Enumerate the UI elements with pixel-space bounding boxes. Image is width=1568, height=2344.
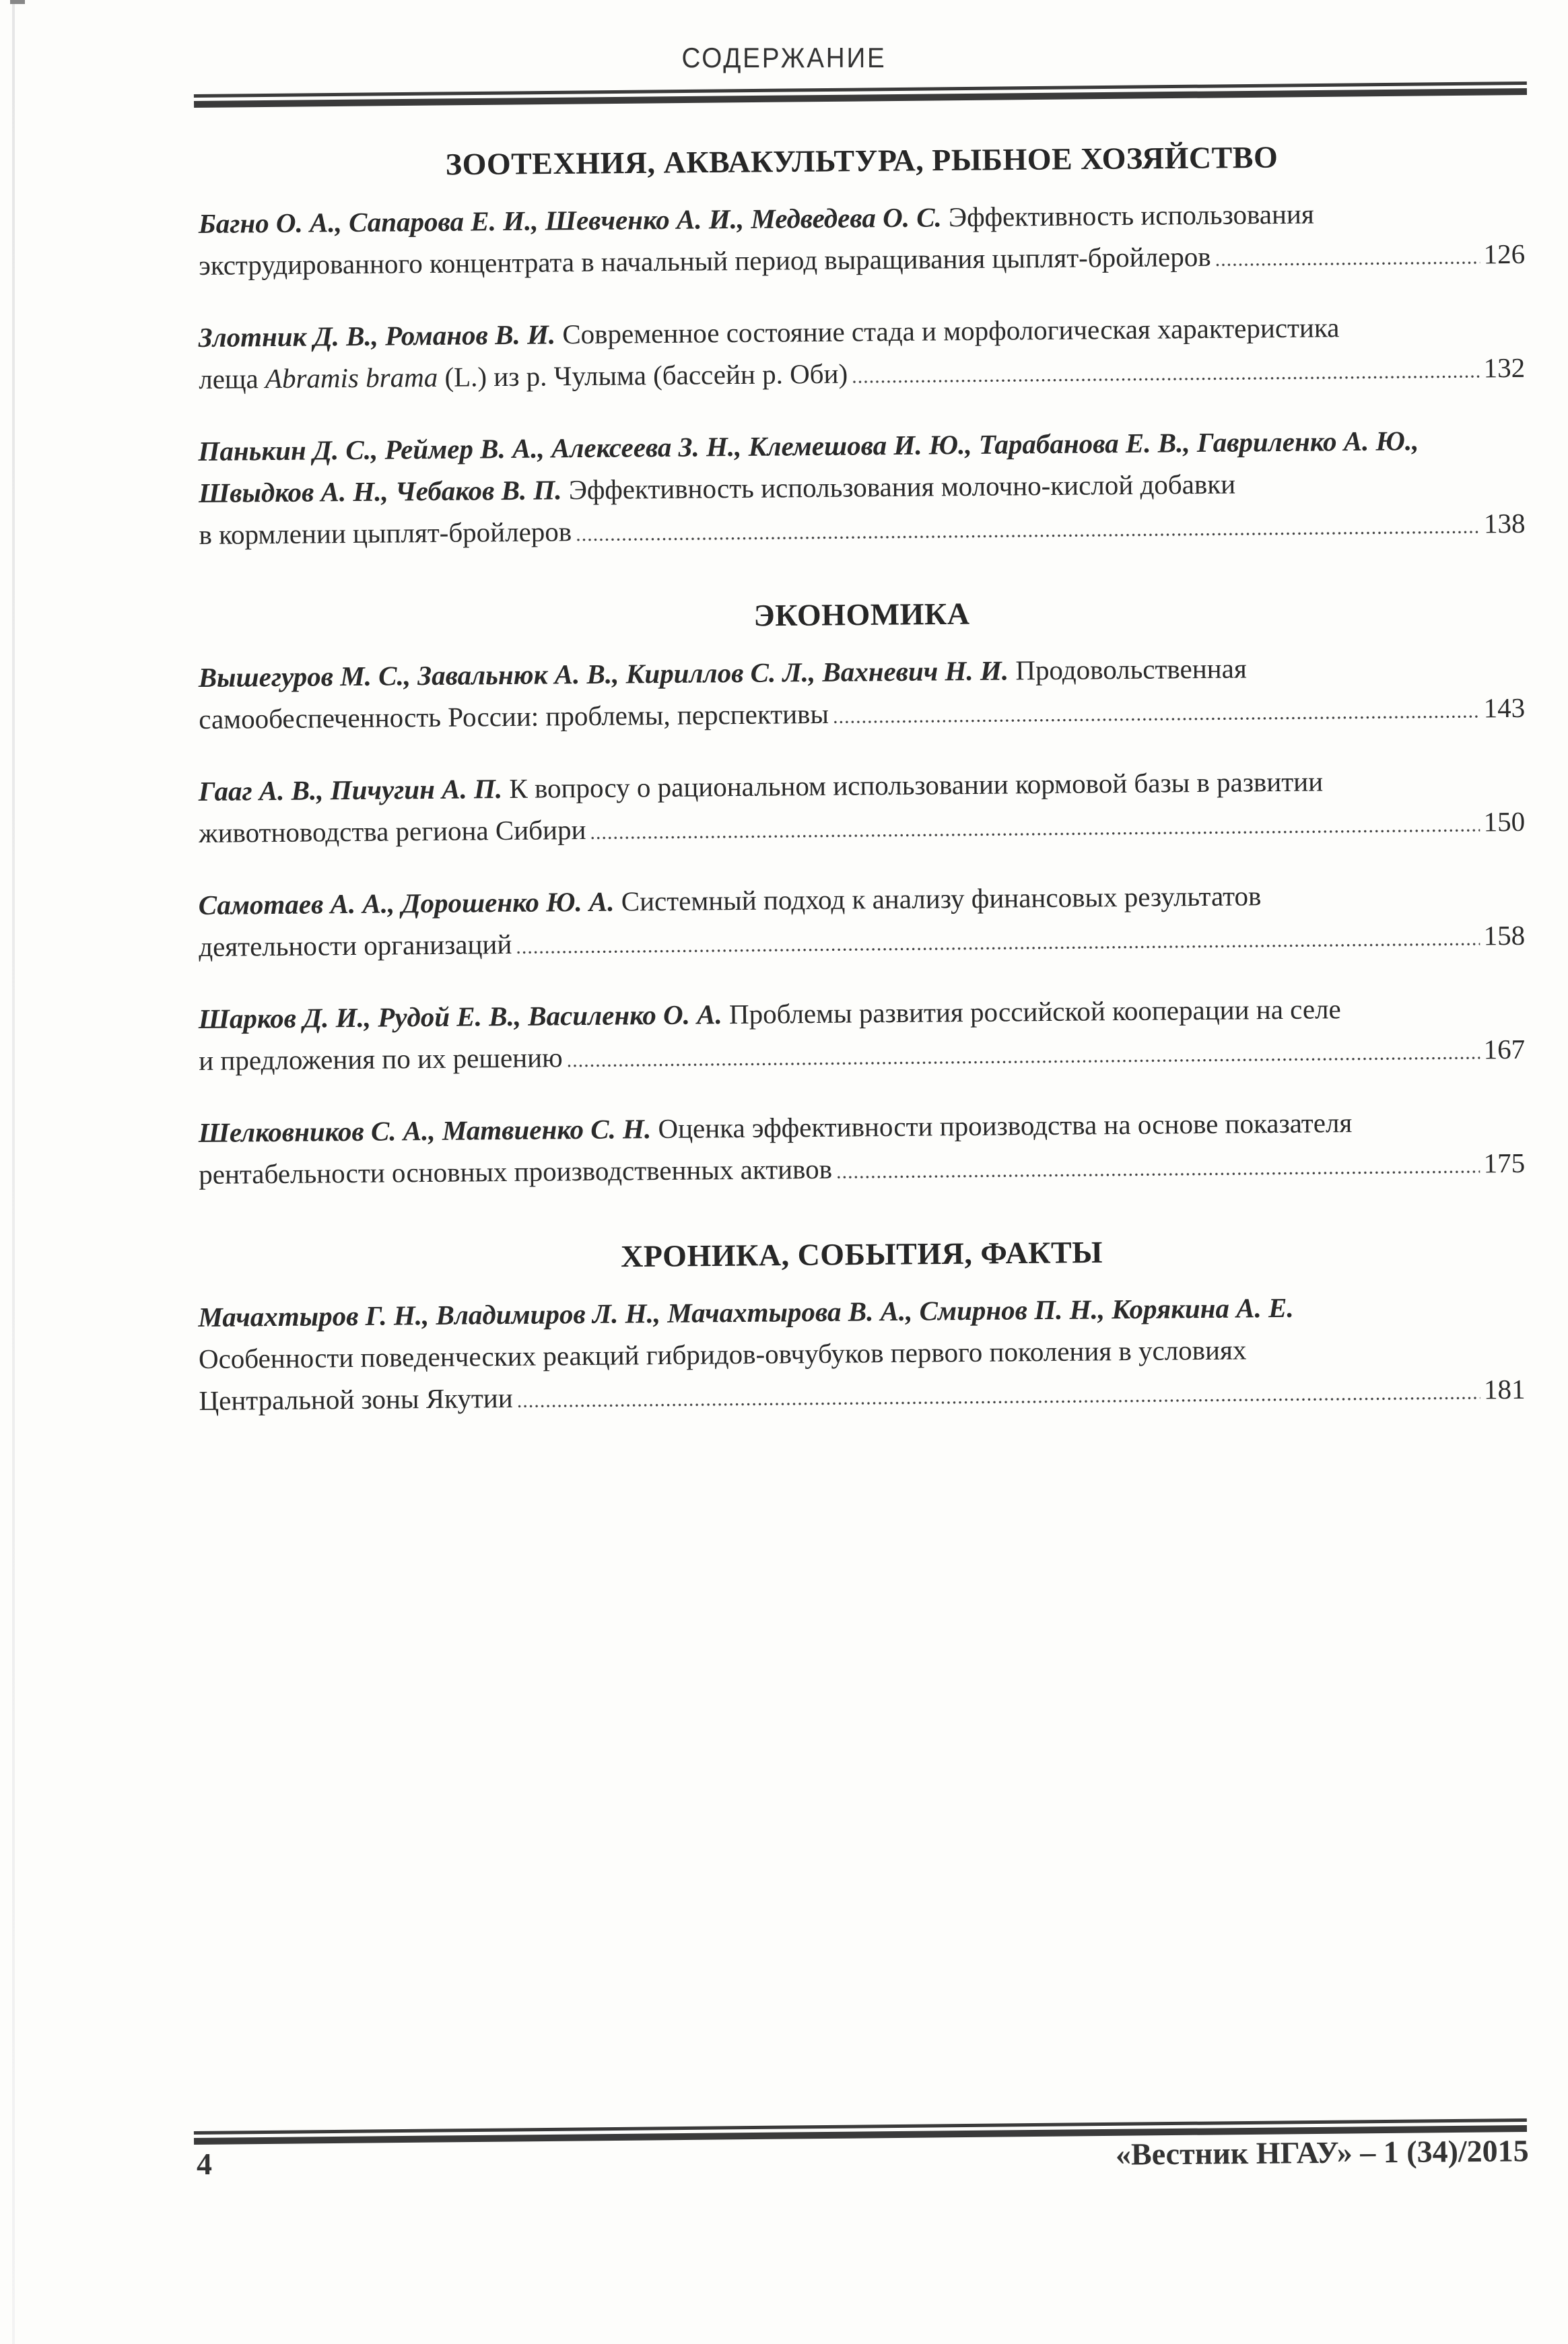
toc-entry[interactable] [198,873,1525,971]
footer-journal-title: «Вестник НГАУ» – 1 (34)/2015 [1116,2133,1530,2172]
entry-title-continued: деятельности организаций [199,928,512,962]
entry-title: Особенности поведенческих реакций гибридов-овчубуков первого поколения в условиях [198,1334,1247,1374]
leader-dots [852,350,1480,397]
entry-title: Современное состояние стада и морфологическая характеристика [562,312,1340,350]
toc-entry[interactable] [198,419,1526,559]
entry-page-number: 143 [1483,692,1526,724]
entry-title-continued: и предложения по их решению [199,1042,563,1076]
entry-authors: Гааг А. В., Пичугин А. П. [198,773,503,807]
header-double-rule [194,81,1527,108]
entry-authors: Багно О. А., Сапарова Е. И., Шевченко А. И., Медведева О. С. [198,201,943,240]
entry-title-continued [199,353,848,400]
leader-dots [566,1032,1480,1081]
table-of-contents [199,135,1525,1452]
scan-edge-shadow [12,0,15,2344]
title-suffix: (L.) из р. Чулыма (бассейн р. Оби) [444,358,848,393]
entry-title-continued: рентабельности основных производственных активов [199,1153,833,1190]
leader-dots [516,1372,1480,1421]
toc-entry[interactable] [198,759,1525,857]
toc-section-economics [199,597,1525,1199]
entry-title-continued: самообеспеченность России: проблемы, перспективы [199,698,829,735]
section-title: ЭКОНОМИКА [753,596,970,633]
entry-title: Эффективность использования молочно-кислой добавки [568,468,1236,506]
section-title: ХРОНИКА, СОБЫТИЯ, ФАКТЫ [620,1234,1103,1274]
toc-entry[interactable] [198,1285,1526,1425]
leader-dots [836,1145,1480,1193]
section-title: ЗООТЕХНИЯ, АКВАКУЛЬТУРА, РЫБНОЕ ХОЗЯЙСТВО [445,139,1279,182]
entry-page-number: 181 [1483,1373,1526,1405]
entry-page-number: 175 [1483,1147,1526,1179]
entry-authors: Шелковников С. А., Матвиенко С. Н. [198,1113,652,1149]
entry-page-number: 167 [1483,1033,1526,1065]
entry-authors: Шарков Д. И., Рудой Е. В., Василенко О. А. [198,999,722,1035]
toc-entry[interactable] [198,645,1525,743]
toc-entry[interactable] [198,986,1525,1085]
toc-section-zootechnics [198,139,1526,559]
entry-authors: Швыдков А. Н., Чебаков В. П. [198,474,562,508]
toc-entry[interactable] [198,1100,1525,1199]
toc-section-chronicle [199,1236,1525,1425]
entry-authors: Самотаев А. А., Дорошенко Ю. А. [198,885,615,921]
entry-authors: Вышегуров М. С., Завальнюк А. В., Кириллов С. Л., Вахневич Н. И. [198,655,1009,694]
entry-title-continued: экструдированного концентрата в начальный период выращивания цыплят-бройлеров [199,240,1211,281]
toc-entry[interactable] [198,305,1525,403]
entry-title: Эффективность использования [948,198,1314,233]
leader-dots [516,918,1480,968]
entry-title: Проблемы развития российской кооперации на селе [728,993,1341,1030]
entry-title: Оценка эффективности производства на основе показателя [658,1107,1353,1145]
entry-authors-line: Панькин Д. С., Реймер В. А., Алексеева З. Н., Клемешова И. Ю., Тарабанова Е. В., Гавриленко А. Ю., [198,425,1419,467]
leader-dots [833,690,1480,737]
entry-authors: Злотник Д. В., Романов В. И. [198,319,556,354]
toc-entry[interactable] [198,191,1525,290]
footer-page-number: 4 [197,2147,212,2181]
entry-title-continued: животноводства региона Сибири [199,813,586,848]
entry-page-number: 158 [1483,919,1526,951]
title-prefix: леща [199,363,259,395]
entry-page-number: 132 [1483,351,1526,384]
running-head: СОДЕРЖАНИЕ [681,42,887,73]
leader-dots [576,506,1480,556]
latin-species-name: Abramis brama [265,361,438,395]
scan-corner-mark [10,0,25,4]
entry-authors: Мачахтыров Г. Н., Владимиров Л. Н., Мачахтырова В. А., Смирнов П. Н., Корякина А. Е. [198,1292,1294,1333]
entry-page-number: 150 [1483,805,1526,838]
entry-page-number: 138 [1483,507,1526,539]
entry-title-continued: Центральной зоны Якутии [199,1382,513,1416]
entry-title: Продовольственная [1015,652,1247,686]
entry-page-number: 126 [1483,238,1526,270]
leader-dots [1215,236,1480,280]
leader-dots [590,804,1480,854]
entry-title: Системный подход к анализу финансовых результатов [621,880,1262,917]
entry-title: К вопросу о рациональном использовании кормовой базы в развитии [509,766,1324,804]
entry-title-continued: в кормлении цыплят-бройлеров [199,516,572,550]
